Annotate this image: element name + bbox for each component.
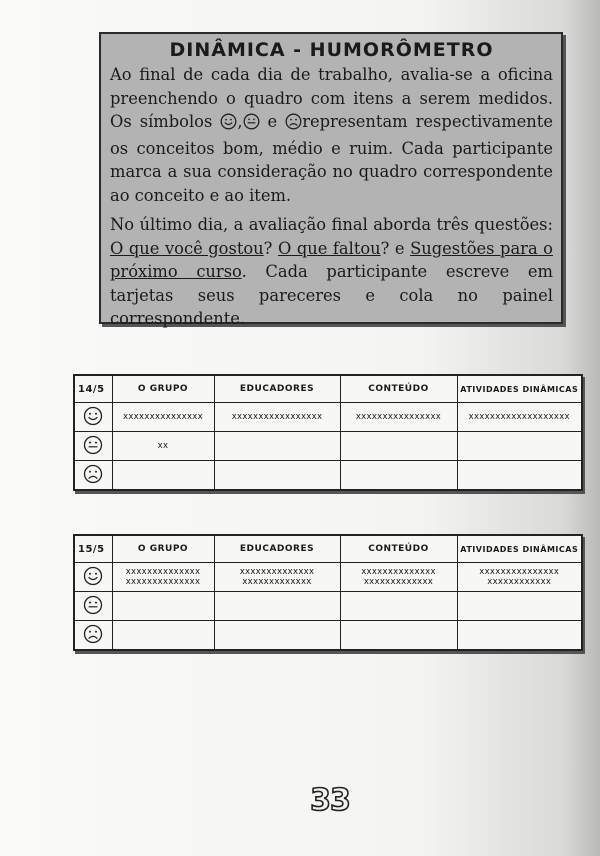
table-cell	[340, 621, 457, 651]
frown-icon	[74, 461, 112, 491]
smiley-icon	[220, 113, 237, 137]
neutral-icon	[243, 113, 260, 137]
table-row	[74, 563, 582, 592]
p1-text-b: representam respectivamente os conceitos bom, médio e ruim. Cada participante marca a sua consideração no quadro correspondente ao conceito e ao item.	[110, 112, 553, 205]
table-cell: xxxxxxxxxxxxxxxx	[340, 403, 457, 432]
table-row	[74, 592, 582, 621]
table-cell	[214, 432, 340, 461]
table-cell	[340, 592, 457, 621]
table-cell	[214, 461, 340, 491]
q2-sep: ? e	[380, 238, 411, 258]
table-cell	[340, 432, 457, 461]
col-header-atividades: ATIVIDADES DINÂMICAS	[457, 375, 582, 403]
table-date: 15/5	[74, 535, 112, 563]
frown-icon	[285, 113, 302, 137]
neutral-icon	[74, 592, 112, 621]
col-header-atividades: ATIVIDADES DINÂMICAS	[457, 535, 582, 563]
col-header-conteudo: CONTEÚDO	[340, 375, 457, 403]
table-date: 14/5	[74, 375, 112, 403]
page-number: 33	[310, 783, 350, 818]
table-cell	[112, 461, 214, 491]
table-cell	[112, 621, 214, 651]
table-cell	[457, 621, 582, 651]
table-cell	[457, 461, 582, 491]
table-header-row	[74, 535, 582, 563]
evaluation-table-day-1	[73, 374, 583, 491]
evaluation-table-day-2	[73, 534, 583, 651]
table-cell: xxxxxxxxxxxxxxx xxxxxxxxxxxx	[457, 563, 582, 592]
col-header-educadores: EDUCADORES	[214, 535, 340, 563]
table-cell	[457, 592, 582, 621]
col-header-conteudo: CONTEÚDO	[340, 535, 457, 563]
smiley-icon	[74, 563, 112, 592]
p1-sep-e: e	[267, 112, 278, 131]
table-cell	[112, 592, 214, 621]
col-header-grupo: O GRUPO	[112, 375, 214, 403]
p2-intro: No último dia, a avaliação final aborda três questões:	[110, 215, 553, 234]
q1-sep: ?	[263, 238, 278, 258]
question-2: O que faltou	[277, 238, 381, 258]
table-cell: xx	[112, 432, 214, 461]
frown-icon	[74, 621, 112, 651]
table-cell: xxxxxxxxxxxxxx xxxxxxxxxxxxx	[214, 563, 340, 592]
col-header-grupo: O GRUPO	[112, 535, 214, 563]
table-header-row	[74, 375, 582, 403]
table-cell	[457, 432, 582, 461]
col-header-educadores: EDUCADORES	[214, 375, 340, 403]
table-cell: xxxxxxxxxxxxxx xxxxxxxxxxxxx	[340, 563, 457, 592]
info-box	[99, 32, 563, 328]
table-cell	[214, 592, 340, 621]
table-cell: xxxxxxxxxxxxxx xxxxxxxxxxxxxx	[112, 563, 214, 592]
p1-text-a: Ao final de cada dia de trabalho, avalia-se a oficina preenchendo o quadro com itens a serem medidos. Os símbolos	[110, 65, 553, 131]
table-cell	[340, 461, 457, 491]
table-row	[74, 461, 582, 491]
table-row	[74, 621, 582, 651]
info-paragraph-2	[110, 213, 553, 331]
p1-sep-comma: ,	[237, 112, 243, 131]
question-1: O que você gostou	[110, 238, 264, 258]
p2-end: . Cada participante escreve em tarjetas seus pareceres e cola no painel correspondente.	[110, 262, 553, 328]
table-cell: xxxxxxxxxxxxxxxxxxx	[457, 403, 582, 432]
table-cell	[214, 621, 340, 651]
smiley-icon	[74, 403, 112, 432]
table-cell: xxxxxxxxxxxxxxx	[112, 403, 214, 432]
question-3: Sugestões para o próximo curso	[110, 238, 553, 281]
info-title: DINÂMICA - HUMORÔMETRO	[169, 39, 494, 61]
table-cell: xxxxxxxxxxxxxxxxx	[214, 403, 340, 432]
neutral-icon	[74, 432, 112, 461]
table-row	[74, 432, 582, 461]
table-row	[74, 403, 582, 432]
info-paragraph-1	[110, 63, 553, 207]
